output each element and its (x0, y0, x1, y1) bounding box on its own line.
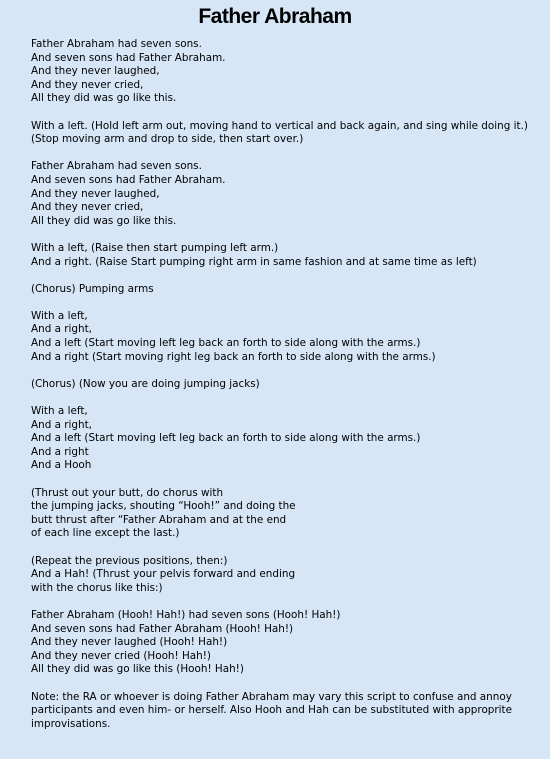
text-line: (Repeat the previous positions, then:) (31, 554, 228, 567)
text-line: with the chorus like this:) (31, 581, 163, 594)
paragraph (31, 160, 531, 228)
text-line: And they never cried, (31, 78, 144, 91)
text-line: (Chorus) (Now you are doing jumping jacks) (31, 377, 260, 390)
text-line: butt thrust after “Father Abraham and at the end (31, 513, 287, 526)
text-line: And a left (Start moving left leg back an forth to side along with the arms.) (31, 432, 421, 445)
text-line: And a right (Start moving right leg back an forth to side along with the arms.) (31, 350, 436, 363)
paragraph (31, 378, 531, 392)
text-line: And a right, (31, 323, 92, 336)
text-line: of each line except the last.) (31, 527, 180, 540)
paragraph (31, 310, 531, 364)
text-line: And seven sons had Father Abraham. (31, 51, 226, 64)
paragraph (31, 487, 531, 541)
page-title: Father Abraham (198, 5, 352, 28)
text-line: All they did was go like this. (31, 214, 177, 227)
text-line: And seven sons had Father Abraham. (31, 173, 226, 186)
text-line: And a right, (31, 418, 92, 431)
text-line: And a right. (Raise Start pumping right arm in same fashion and at same time as left) (31, 255, 477, 268)
text-line: With a left, (31, 405, 88, 418)
text-line: And a Hah! (Thrust your pelvis forward and ending (31, 568, 296, 581)
text-line: Father Abraham had seven sons. (31, 38, 202, 50)
text-line: With a left, (Raise then start pumping left arm.) (31, 241, 279, 254)
paragraph (31, 38, 531, 106)
text-line: With a left, (31, 309, 88, 322)
paragraph (31, 555, 531, 596)
text-line: And they never laughed, (31, 65, 160, 78)
text-line: All they did was go like this. (31, 92, 177, 105)
text-line: With a left. (Hold left arm out, moving hand to vertical and back again, and sing while doing it.) (Stop moving arm and drop to side, then start over.) (31, 119, 528, 146)
text-line: the jumping jacks, shouting “Hooh!” and doing the (31, 500, 296, 513)
text-line: Note: the RA or whoever is doing Father Abraham may vary this script to confuse and annoy participants and even him- or herself. Also Hooh and Hah can be substituted with approprite improvisations. (31, 690, 513, 730)
text-line: (Chorus) Pumping arms (31, 282, 154, 295)
paragraph (31, 120, 531, 147)
lyrics-body (31, 38, 531, 745)
text-line: Father Abraham had seven sons. (31, 160, 202, 173)
text-line: And they never cried, (31, 201, 144, 214)
paragraph (31, 691, 531, 732)
paragraph (31, 405, 531, 473)
paragraph (31, 283, 531, 297)
text-line: And a right (31, 445, 89, 458)
text-line: And they never laughed (Hooh! Hah!) (31, 636, 228, 649)
paragraph (31, 242, 531, 269)
text-line: And a left (Start moving left leg back an forth to side along with the arms.) (31, 337, 421, 350)
paragraph (31, 609, 531, 677)
text-line: And they never laughed, (31, 187, 160, 200)
text-line: (Thrust out your butt, do chorus with (31, 486, 224, 499)
text-line: And a Hooh (31, 459, 92, 472)
text-line: And they never cried (Hooh! Hah!) (31, 649, 211, 662)
text-line: Father Abraham (Hooh! Hah!) had seven sons (Hooh! Hah!) (31, 608, 341, 621)
text-line: All they did was go like this (Hooh! Hah!) (31, 663, 244, 676)
text-line: And seven sons had Father Abraham (Hooh! Hah!) (31, 622, 294, 635)
